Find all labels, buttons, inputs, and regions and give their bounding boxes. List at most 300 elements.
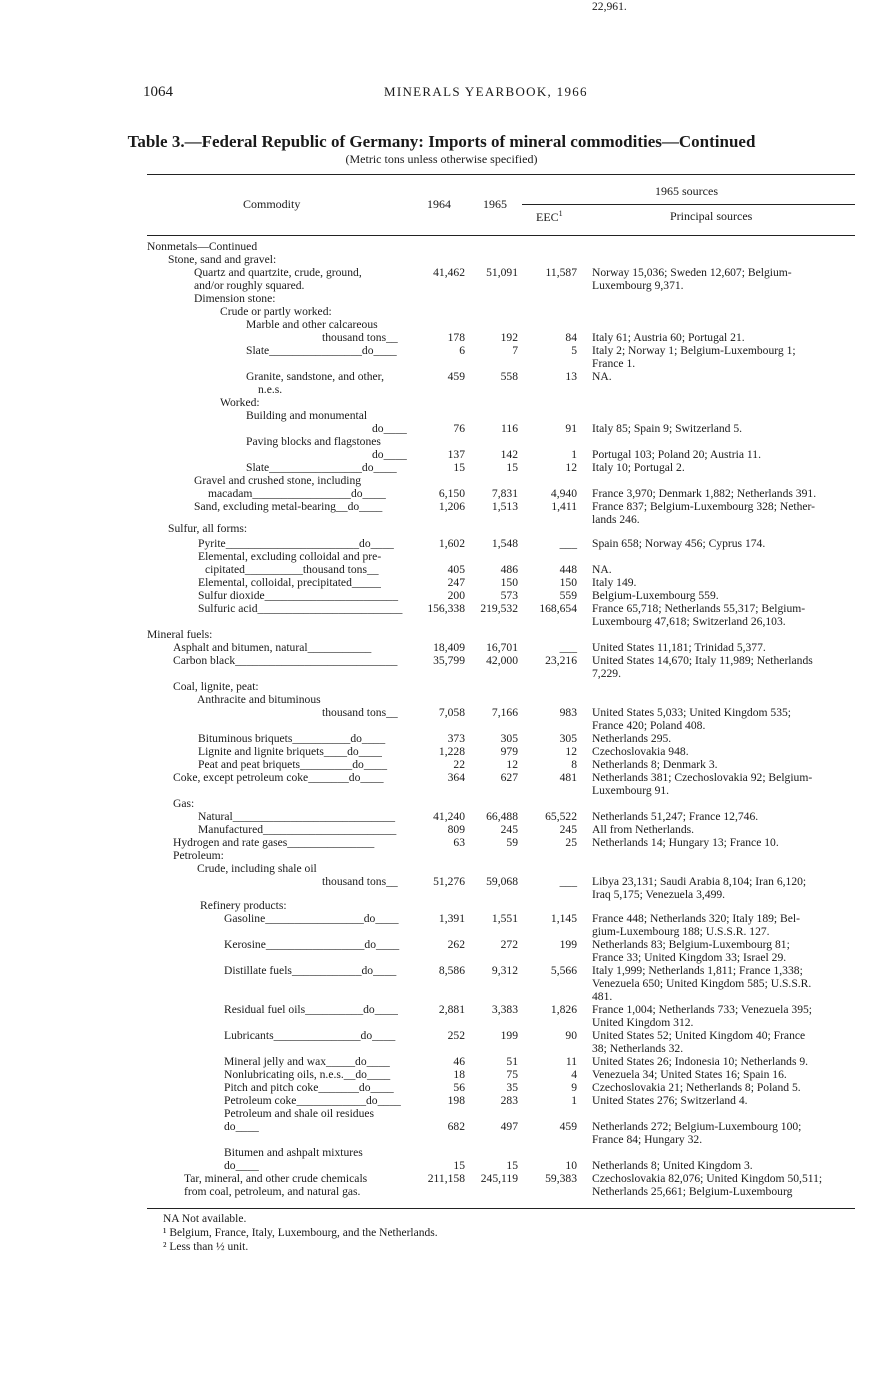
row-label: Sulfur, all forms: — [168, 522, 248, 535]
table-row — [0, 331, 883, 344]
cell-1964: 2,881 — [438, 1003, 465, 1016]
cell-eec: 5 — [571, 344, 577, 357]
table-row — [0, 771, 883, 784]
table-row — [0, 1185, 883, 1198]
table-row — [0, 654, 883, 667]
cell-1965: 59 — [506, 836, 518, 849]
row-label: n.e.s. — [258, 383, 283, 396]
cell-1965: 558 — [500, 370, 518, 383]
table-row — [0, 758, 883, 771]
row-label: Worked: — [220, 396, 260, 409]
table-row — [0, 266, 883, 279]
cell-sources: Iraq 5,175; Venezuela 3,499. — [592, 888, 726, 901]
row-label: do____ — [224, 1120, 259, 1133]
cell-1965: 272 — [500, 938, 518, 951]
cell-eec: 245 — [559, 823, 577, 836]
row-label: Sand, excluding metal-bearing__do____ — [194, 500, 383, 513]
cell-sources: France 420; Poland 408. — [592, 719, 706, 732]
row-label: Gravel and crushed stone, including — [194, 474, 362, 487]
cell-1965: 42,000 — [486, 654, 518, 667]
cell-1964: 15 — [453, 461, 465, 474]
cell-1965: 1,548 — [491, 537, 518, 550]
row-label: Manufactured_______________________ — [198, 823, 397, 836]
row-label: Mineral fuels: — [147, 628, 213, 641]
cell-sources: 22,961. — [592, 0, 627, 13]
cell-eec: 481 — [559, 771, 577, 784]
cell-eec: 12 — [565, 461, 577, 474]
table-row — [0, 628, 883, 641]
cell-1964: 76 — [453, 422, 465, 435]
cell-sources: United States 276; Switzerland 4. — [592, 1094, 748, 1107]
table-row — [0, 576, 883, 589]
cell-sources: Netherlands 8; Denmark 3. — [592, 758, 718, 771]
row-label: Hydrogen and rate gases_______________ — [173, 836, 375, 849]
row-label: do____ — [372, 422, 407, 435]
table-row — [0, 784, 883, 797]
table-row — [0, 1133, 883, 1146]
table-bottom-rule — [147, 1208, 855, 1209]
table-row — [0, 1094, 883, 1107]
cell-1964: 1,391 — [438, 912, 465, 925]
table-top-rule — [147, 174, 855, 175]
cell-sources: Italy 2; Norway 1; Belgium-Luxembourg 1; — [592, 344, 796, 357]
cell-sources: Italy 1,999; Netherlands 1,811; France 1,338; — [592, 964, 803, 977]
cell-1965: 486 — [500, 563, 518, 576]
cell-eec: 1,411 — [551, 500, 577, 513]
table-row — [0, 344, 883, 357]
cell-eec: 84 — [565, 331, 577, 344]
row-label: Pyrite_______________________do____ — [198, 537, 394, 550]
cell-sources: France 65,718; Netherlands 55,317; Belgium- — [592, 602, 806, 615]
table-row — [0, 1003, 883, 1016]
header-eec-label: EEC — [536, 210, 559, 224]
cell-eec: 1 — [571, 1094, 577, 1107]
cell-eec: 1 — [571, 448, 577, 461]
row-label: Crude, including shale oil — [197, 862, 317, 875]
cell-1964: 252 — [447, 1029, 465, 1042]
cell-sources: Netherlands 83; Belgium-Luxembourg 81; — [592, 938, 790, 951]
row-label: Lubricants_______________do____ — [224, 1029, 396, 1042]
cell-1964: 18 — [453, 1068, 465, 1081]
row-label: Refinery products: — [200, 899, 287, 912]
cell-eec: 12 — [565, 745, 577, 758]
table-row — [0, 1055, 883, 1068]
cell-sources: United States 14,670; Italy 11,989; Netherlands — [592, 654, 813, 667]
table-row — [0, 522, 883, 535]
cell-1965: 12 — [506, 758, 518, 771]
table-row — [0, 990, 883, 1003]
cell-eec: 559 — [559, 589, 577, 602]
row-label: Paving blocks and flagstones — [246, 435, 381, 448]
sources-header-rule — [522, 204, 855, 205]
row-label: thousand tons__ — [322, 875, 398, 888]
cell-1965: 51 — [506, 1055, 518, 1068]
table-row — [0, 938, 883, 951]
table-row — [0, 1120, 883, 1133]
row-label: Peat and peat briquets_________do____ — [198, 758, 388, 771]
table-row — [0, 680, 883, 693]
cell-eec: 11 — [565, 1055, 577, 1068]
cell-1964: 56 — [453, 1081, 465, 1094]
row-label: Sulfuric acid_________________________ — [198, 602, 403, 615]
cell-sources: 7,229. — [592, 667, 621, 680]
table-row — [0, 615, 883, 628]
cell-sources: Italy 85; Spain 9; Switzerland 5. — [592, 422, 743, 435]
row-label: Slate________________do____ — [246, 344, 397, 357]
header-1965: 1965 — [483, 197, 507, 211]
cell-1964: 198 — [447, 1094, 465, 1107]
table-row — [0, 461, 883, 474]
cell-1965: 627 — [500, 771, 518, 784]
cell-sources: Netherlands 295. — [592, 732, 672, 745]
cell-sources: gium-Luxembourg 188; U.S.S.R. 127. — [592, 925, 770, 938]
table-row — [0, 1016, 883, 1029]
table-row — [0, 719, 883, 732]
cell-sources: Spain 658; Norway 456; Cyprus 174. — [592, 537, 766, 550]
row-label: Coal, lignite, peat: — [173, 680, 259, 693]
cell-1964: 51,276 — [433, 875, 465, 888]
table-row — [0, 977, 883, 990]
cell-sources: United States 11,181; Trinidad 5,377. — [592, 641, 766, 654]
cell-1964: 41,462 — [433, 266, 465, 279]
cell-sources: France 3,970; Denmark 1,882; Netherlands 391. — [592, 487, 817, 500]
header-1965-sources: 1965 sources — [655, 184, 718, 198]
row-label: Petroleum: — [173, 849, 224, 862]
cell-sources: Czechoslovakia 21; Netherlands 8; Poland 5. — [592, 1081, 801, 1094]
cell-1964: 809 — [447, 823, 465, 836]
cell-sources: France 84; Hungary 32. — [592, 1133, 703, 1146]
cell-1965: 245,119 — [480, 1172, 518, 1185]
row-label: cipitated__________thousand tons__ — [205, 563, 379, 576]
cell-sources: France 448; Netherlands 320; Italy 189; Bel- — [592, 912, 800, 925]
row-label: Bituminous briquets__________do____ — [198, 732, 386, 745]
cell-sources: United Kingdom 312. — [592, 1016, 694, 1029]
cell-1964: 459 — [447, 370, 465, 383]
cell-sources: Netherlands 14; Hungary 13; France 10. — [592, 836, 779, 849]
cell-1964: 35,799 — [433, 654, 465, 667]
cell-1964: 6,150 — [438, 487, 465, 500]
cell-1965: 142 — [500, 448, 518, 461]
table-row — [0, 602, 883, 615]
cell-eec: ___ — [559, 537, 577, 550]
cell-sources: Netherlands 381; Czechoslovakia 92; Belgium- — [592, 771, 813, 784]
table-row — [0, 383, 883, 396]
table-row — [0, 797, 883, 810]
table-row — [0, 550, 883, 563]
page-number: 1064 — [143, 84, 173, 100]
row-label: Nonlubricating oils, n.e.s.__do____ — [224, 1068, 391, 1081]
cell-sources: Venezuela 650; United Kingdom 585; U.S.S.R. — [592, 977, 812, 990]
table-row — [0, 396, 883, 409]
row-label: do____ — [372, 448, 407, 461]
cell-eec: 4 — [571, 1068, 577, 1081]
table-row — [0, 925, 883, 938]
cell-sources: NA. — [592, 370, 612, 383]
cell-eec: 199 — [559, 938, 577, 951]
cell-1964: 22 — [453, 758, 465, 771]
row-label: Mineral jelly and wax_____do____ — [224, 1055, 390, 1068]
cell-sources: Libya 23,131; Saudi Arabia 8,104; Iran 6,120; — [592, 875, 807, 888]
cell-1965: 7,166 — [491, 706, 518, 719]
cell-1965: 1,513 — [491, 500, 518, 513]
cell-1965: 283 — [500, 1094, 518, 1107]
row-label: Bitumen and ashpalt mixtures — [224, 1146, 363, 1159]
cell-eec: 8 — [571, 758, 577, 771]
cell-eec: 90 — [565, 1029, 577, 1042]
cell-eec: 23,216 — [545, 654, 577, 667]
footnote-less-than: ² Less than ½ unit. — [163, 1241, 249, 1253]
cell-1964: 137 — [447, 448, 465, 461]
table-row — [0, 706, 883, 719]
table-row — [0, 318, 883, 331]
cell-1965: 9,312 — [491, 964, 518, 977]
cell-sources: Norway 15,036; Sweden 12,607; Belgium- — [592, 266, 792, 279]
table-row — [0, 875, 883, 888]
cell-sources: Italy 61; Austria 60; Portugal 21. — [592, 331, 745, 344]
cell-1965: 75 — [506, 1068, 518, 1081]
cell-sources: Italy 10; Portugal 2. — [592, 461, 685, 474]
cell-1964: 682 — [447, 1120, 465, 1133]
cell-sources: Czechoslovakia 82,076; United Kingdom 50,511; — [592, 1172, 823, 1185]
cell-1964: 15 — [453, 1159, 465, 1172]
cell-sources: Netherlands 272; Belgium-Luxembourg 100; — [592, 1120, 802, 1133]
row-label: Petroleum coke____________do____ — [224, 1094, 401, 1107]
cell-1964: 247 — [447, 576, 465, 589]
row-label: Residual fuel oils__________do____ — [224, 1003, 398, 1016]
cell-sources: Netherlands 8; United Kingdom 3. — [592, 1159, 753, 1172]
cell-eec: 91 — [565, 422, 577, 435]
row-label: Gas: — [173, 797, 195, 810]
cell-1964: 8,586 — [438, 964, 465, 977]
cell-sources: 38; Netherlands 32. — [592, 1042, 684, 1055]
row-label: thousand tons__ — [322, 331, 398, 344]
row-label: Pitch and pitch coke_______do____ — [224, 1081, 394, 1094]
cell-1965: 192 — [500, 331, 518, 344]
table-row — [0, 732, 883, 745]
row-label: Natural____________________________ — [198, 810, 396, 823]
row-label: Slate________________do____ — [246, 461, 397, 474]
cell-sources: United States 26; Indonesia 10; Netherlands 9. — [592, 1055, 809, 1068]
table-row — [0, 1081, 883, 1094]
cell-1964: 262 — [447, 938, 465, 951]
table-row — [0, 951, 883, 964]
cell-sources: France 837; Belgium-Luxembourg 328; Nether- — [592, 500, 816, 513]
cell-sources: NA. — [592, 563, 612, 576]
cell-1965: 35 — [506, 1081, 518, 1094]
cell-1965: 573 — [500, 589, 518, 602]
row-label: Anthracite and bituminous — [197, 693, 321, 706]
header-commodity: Commodity — [243, 197, 301, 211]
row-label: Nonmetals—Continued — [147, 240, 258, 253]
cell-sources: Netherlands 25,661; Belgium-Luxembourg — [592, 1185, 793, 1198]
cell-eec: 10 — [565, 1159, 577, 1172]
row-label: Distillate fuels____________do____ — [224, 964, 397, 977]
table-row — [0, 641, 883, 654]
footnote-eec: ¹ Belgium, France, Italy, Luxembourg, and the Netherlands. — [163, 1227, 438, 1239]
row-label: Stone, sand and gravel: — [168, 253, 277, 266]
footnote-na: NA Not available. — [163, 1213, 247, 1225]
table-row — [0, 823, 883, 836]
cell-eec: 305 — [559, 732, 577, 745]
cell-1965: 66,488 — [486, 810, 518, 823]
table-row — [0, 862, 883, 875]
cell-eec: 25 — [565, 836, 577, 849]
table-row — [0, 899, 883, 912]
table-row — [0, 279, 883, 292]
table-row — [0, 409, 883, 422]
table-row — [0, 474, 883, 487]
table-title: Table 3.—Federal Republic of Germany: Imports of mineral commodities—Continued — [127, 132, 756, 151]
cell-1965: 3,383 — [491, 1003, 518, 1016]
cell-sources: Czechoslovakia 948. — [592, 745, 689, 758]
cell-sources: France 33; United Kingdom 33; Israel 29. — [592, 951, 787, 964]
cell-eec: 1,145 — [550, 912, 577, 925]
cell-eec: 13 — [565, 370, 577, 383]
table-row — [0, 912, 883, 925]
cell-sources: 481. — [592, 990, 613, 1003]
cell-sources: Luxembourg 91. — [592, 784, 670, 797]
cell-eec: 11,587 — [545, 266, 577, 279]
cell-1964: 41,240 — [433, 810, 465, 823]
cell-eec: 150 — [559, 576, 577, 589]
row-label: Petroleum and shale oil residues — [224, 1107, 375, 1120]
table-row — [0, 1068, 883, 1081]
row-label: Elemental, colloidal, precipitated_____ — [198, 576, 381, 589]
table-row — [0, 1159, 883, 1172]
cell-1964: 200 — [447, 589, 465, 602]
cell-1964: 18,409 — [433, 641, 465, 654]
table-row — [0, 435, 883, 448]
cell-1965: 245 — [500, 823, 518, 836]
table-row — [0, 1029, 883, 1042]
row-label: from coal, petroleum, and natural gas. — [184, 1185, 361, 1198]
row-label: Building and monumental — [246, 409, 368, 422]
row-label: Carbon black____________________________ — [173, 654, 398, 667]
table-subtitle: (Metric tons unless otherwise specified) — [345, 152, 538, 166]
cell-eec: 448 — [559, 563, 577, 576]
cell-1964: 6 — [459, 344, 465, 357]
table-row — [0, 292, 883, 305]
cell-eec: ___ — [559, 641, 577, 654]
cell-1965: 150 — [500, 576, 518, 589]
row-label: Gasoline_________________do____ — [224, 912, 399, 925]
table-row — [0, 964, 883, 977]
table-row — [0, 240, 883, 253]
cell-eec: ___ — [559, 875, 577, 888]
header-bottom-rule — [147, 235, 855, 236]
cell-eec: 65,522 — [545, 810, 577, 823]
row-label: macadam_________________do____ — [208, 487, 386, 500]
cell-1965: 497 — [500, 1120, 518, 1133]
cell-eec: 59,383 — [545, 1172, 577, 1185]
header-1964: 1964 — [427, 197, 451, 211]
cell-sources: Venezuela 34; United States 16; Spain 16. — [592, 1068, 787, 1081]
cell-1964: 364 — [447, 771, 465, 784]
cell-1964: 63 — [453, 836, 465, 849]
cell-sources: Portugal 103; Poland 20; Austria 11. — [592, 448, 761, 461]
cell-sources: United States 52; United Kingdom 40; France — [592, 1029, 806, 1042]
table-row — [0, 693, 883, 706]
cell-1965: 51,091 — [486, 266, 518, 279]
cell-1965: 305 — [500, 732, 518, 745]
row-label: Asphalt and bitumen, natural___________ — [173, 641, 372, 654]
cell-sources: Italy 149. — [592, 576, 637, 589]
cell-eec: 168,654 — [539, 602, 577, 615]
cell-1964: 373 — [447, 732, 465, 745]
table-row — [0, 357, 883, 370]
row-label: do____ — [224, 1159, 259, 1172]
table-row — [0, 500, 883, 513]
table-row — [0, 537, 883, 550]
cell-1964: 1,206 — [438, 500, 465, 513]
cell-1965: 15 — [506, 461, 518, 474]
cell-eec: 983 — [559, 706, 577, 719]
row-label: Crude or partly worked: — [220, 305, 332, 318]
cell-1964: 7,058 — [438, 706, 465, 719]
table-row — [0, 1107, 883, 1120]
row-label: Kerosine_________________do____ — [224, 938, 400, 951]
cell-1964: 156,338 — [427, 602, 465, 615]
cell-1965: 7,831 — [491, 487, 518, 500]
table-row — [0, 836, 883, 849]
cell-sources: Netherlands 51,247; France 12,746. — [592, 810, 759, 823]
header-eec — [536, 209, 563, 225]
row-label: and/or roughly squared. — [194, 279, 305, 292]
cell-1965: 1,551 — [491, 912, 518, 925]
cell-eec: 5,566 — [550, 964, 577, 977]
row-label: Coke, except petroleum coke_______do____ — [173, 771, 384, 784]
row-label: Tar, mineral, and other crude chemicals — [184, 1172, 368, 1185]
running-head: MINERALS YEARBOOK, 1966 — [384, 84, 588, 99]
cell-1964: 211,158 — [427, 1172, 465, 1185]
table-row — [0, 745, 883, 758]
row-label: Dimension stone: — [194, 292, 276, 305]
table-row — [0, 422, 883, 435]
cell-eec: 459 — [559, 1120, 577, 1133]
cell-eec: 4,940 — [550, 487, 577, 500]
table-row — [0, 1042, 883, 1055]
table-row — [0, 810, 883, 823]
cell-eec: 9 — [571, 1081, 577, 1094]
cell-sources: Luxembourg 47,618; Switzerland 26,103. — [592, 615, 786, 628]
table-row — [0, 370, 883, 383]
table-row — [0, 448, 883, 461]
table-row — [0, 0, 883, 13]
cell-eec: 1,826 — [550, 1003, 577, 1016]
row-label: Granite, sandstone, and other, — [246, 370, 384, 383]
cell-1965: 15 — [506, 1159, 518, 1172]
cell-sources: France 1,004; Netherlands 733; Venezuela 395; — [592, 1003, 813, 1016]
table-row — [0, 589, 883, 602]
cell-1965: 199 — [500, 1029, 518, 1042]
cell-1964: 178 — [447, 331, 465, 344]
row-label: thousand tons__ — [322, 706, 398, 719]
cell-1964: 1,602 — [438, 537, 465, 550]
cell-sources: France 1. — [592, 357, 636, 370]
table-row — [0, 305, 883, 318]
table-row — [0, 1146, 883, 1159]
cell-1964: 1,228 — [438, 745, 465, 758]
cell-1965: 7 — [512, 344, 518, 357]
cell-1964: 405 — [447, 563, 465, 576]
table-row — [0, 487, 883, 500]
cell-1965: 16,701 — [486, 641, 518, 654]
cell-1965: 979 — [500, 745, 518, 758]
row-label: Elemental, excluding colloidal and pre- — [198, 550, 382, 563]
cell-sources: lands 246. — [592, 513, 640, 526]
cell-sources: Luxembourg 9,371. — [592, 279, 684, 292]
row-label: Lignite and lignite briquets____do____ — [198, 745, 382, 758]
